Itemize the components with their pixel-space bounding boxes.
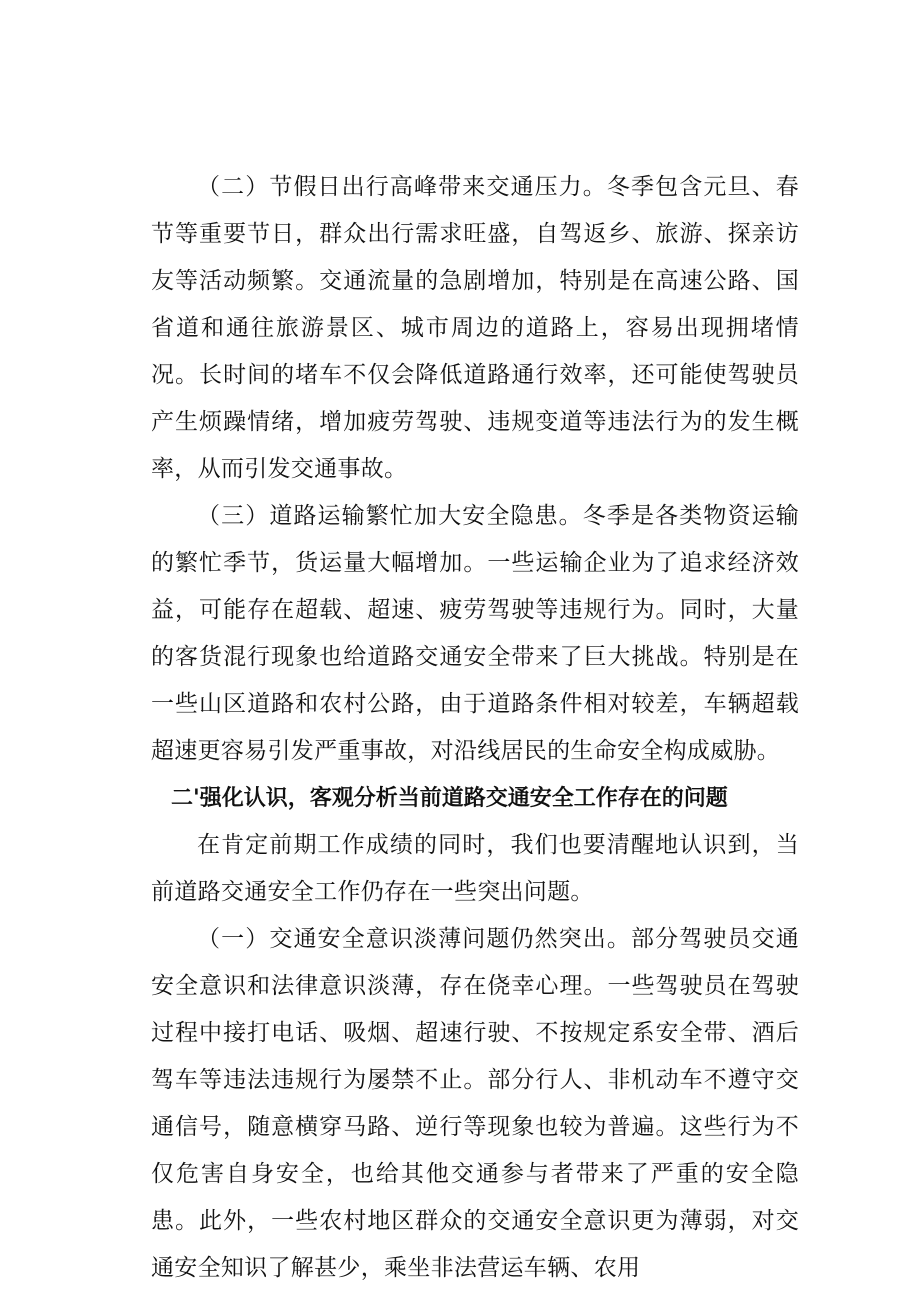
paragraph-safety-awareness: （一）交通安全意识淡薄问题仍然突出。部分驾驶员交通安全意识和法律意识淡薄，存在侥幸心理。一些驾驶员在驾驶过程中接打电话、吸烟、超速行驶、不按规定系安全带、酒后驾车等违法违规行为屡禁不止。部分行人、非机动车不遵守交通信号，随意横穿马路、逆行等现象也较为普遍。这些行为不仅危害自身安全，也给其他交通参与者带来了严重的安全隐患。此外，一些农村地区群众的交通安全意识更为薄弱，对交通安全知识了解甚少，乘坐非法营运车辆、农用	[151, 926, 799, 1281]
paragraph-road-transport: （三）道路运输繁忙加大安全隐患。冬季是各类物资运输的繁忙季节，货运量大幅增加。一些运输企业为了追求经济效益，可能存在超载、超速、疲劳驾驶等违规行为。同时，大量的客货混行现象也给道路交通安全带来了巨大挑战。特别是在一些山区道路和农村公路，由于道路条件相对较差，车辆超载超速更容易引发严重事故，对沿线居民的生命安全构成威胁。	[151, 503, 799, 764]
document-body	[151, 164, 799, 1292]
paragraph-intro: 在肯定前期工作成绩的同时，我们也要清醒地认识到，当前道路交通安全工作仍存在一些突出问题。	[151, 832, 799, 905]
paragraph-holiday-traffic: （二）节假日出行高峰带来交通压力。冬季包含元旦、春节等重要节日，群众出行需求旺盛，自驾返乡、旅游、探亲访友等活动频繁。交通流量的急剧增加，特别是在高速公路、国省道和通往旅游景区、城市周边的道路上，容易出现拥堵情况。长时间的堵车不仅会降低道路通行效率，还可能使驾驶员产生烦躁情绪，增加疲劳驾驶、违规变道等违法行为的发生概率，从而引发交通事故。	[151, 174, 799, 482]
section-heading: 二'强化认识，客观分析当前道路交通安全工作存在的问题	[171, 786, 728, 811]
